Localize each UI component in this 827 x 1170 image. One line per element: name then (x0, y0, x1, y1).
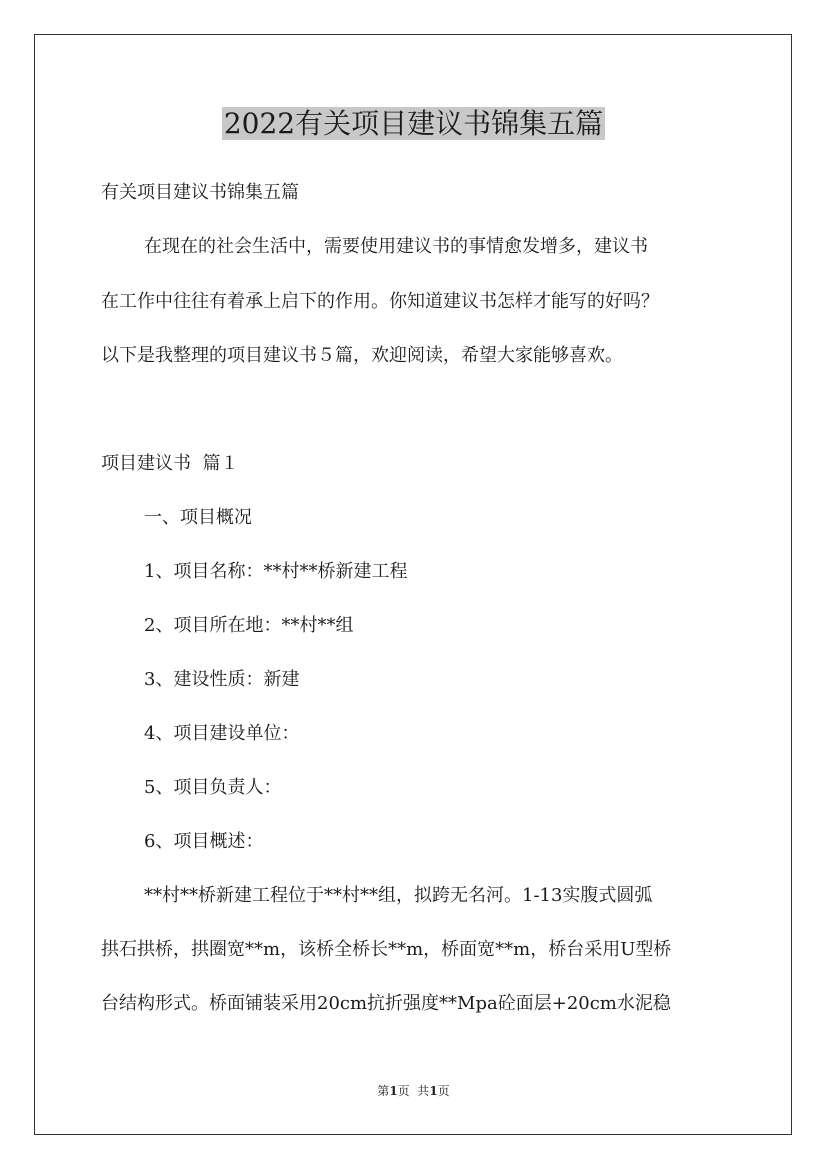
section-heading: 项目建议书 篇１ (101, 453, 239, 474)
footer-page-mid: 页 共 (397, 1084, 430, 1098)
list-item-4: 4、项目建设单位： (144, 723, 300, 744)
list-item-6: 6、项目概述： (144, 831, 264, 852)
document-subtitle: 有关项目建议书锦集五篇 (101, 182, 299, 203)
footer-page-suffix: 页 (437, 1084, 450, 1098)
footer-page-total: 1 (429, 1084, 438, 1098)
list-item-1: 1、项目名称：**村**桥新建工程 (144, 561, 408, 582)
list-item-2: 2、项目所在地：**村**组 (144, 615, 354, 636)
description-line-2: 拱石拱桥，拱圈宽**m，该桥全桥长**m，桥面宽**m，桥台采用U型桥 (101, 939, 672, 960)
description-line-3: 台结构形式。桥面铺装采用20cm抗折强度**Mpa砼面层+20cm水泥稳 (101, 993, 671, 1014)
footer-page-prefix: 第 (377, 1084, 390, 1098)
intro-line-2: 在工作中往往有着承上启下的作用。你知道建议书怎样才能写的好吗？ (101, 291, 659, 312)
document-title (0, 104, 827, 144)
intro-line-1: 在现在的社会生活中，需要使用建议书的事情愈发增多，建议书 (144, 236, 648, 257)
page-footer (0, 1083, 827, 1099)
footer-page-current: 1 (389, 1084, 398, 1098)
list-item-3: 3、建设性质：新建 (144, 669, 300, 690)
document-title-text: 2022有关项目建议书锦集五篇 (223, 107, 604, 140)
list-item-5: 5、项目负责人： (144, 777, 282, 798)
outline-heading: 一、项目概况 (144, 507, 252, 528)
intro-line-3: 以下是我整理的项目建议书５篇，欢迎阅读，希望大家能够喜欢。 (101, 345, 623, 366)
description-line-1: **村**桥新建工程位于**村**组，拟跨无名河。1-13实腹式圆弧 (144, 885, 653, 906)
